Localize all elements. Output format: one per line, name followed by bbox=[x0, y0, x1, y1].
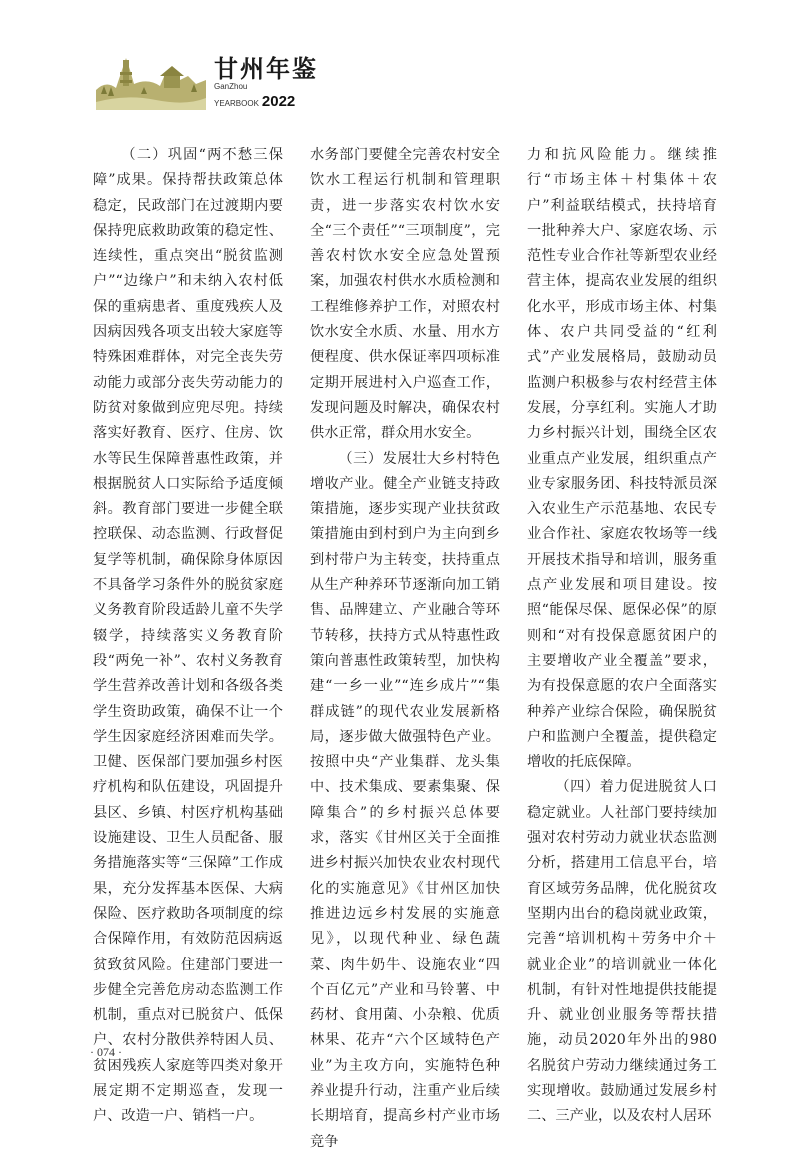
paragraph: （三）发展壮大乡村特色增收产业。健全产业链支持政策措施，逐步实现产业扶贫政策措施由到村到户为主向到乡到村带户为主转变，扶持重点从生产种养环节逐渐向加工销售、品牌建立、产业融合等环节转移，扶持方式从特惠性政策向普惠性政策转型，加快构建“一乡一业”“连乡成片”“集群成链”的现代农业发展新格局，逐步做大做强特色产业。按照中央“产业集群、龙头集中、技术集成、要素集聚、保障集合”的乡村振兴总体要求，落实《甘州区关于全面推进乡村振兴加快农业农村现代化的实施意见》《甘州区加快推进边远乡村发展的实施意见》，以现代种业、绿色蔬菜、肉牛奶牛、设施农业“四个百亿元”产业和马铃薯、中药材、食用菌、小杂粮、优质林果、花卉“六个区域特色产业”为主攻方向，实施特色种养业提升行动，注重产业后续长期培育，提高乡村产业市场竞争 bbox=[310, 450, 500, 1150]
page-number: · 074 · bbox=[90, 1045, 122, 1059]
yearbook-label: YEARBOOK bbox=[214, 99, 259, 108]
yearbook-brand bbox=[214, 56, 318, 110]
page-header bbox=[0, 0, 800, 120]
yearbook-year: 2022 bbox=[261, 93, 296, 110]
yearbook-title-en: GanZhou bbox=[214, 82, 248, 91]
paragraph: （二）巩固“两不愁三保障”成果。保持帮扶政策总体稳定，民政部门在过渡期内要保持兜底救助政策的稳定性、连续性，重点突出“脱贫监测户”“边缘户”和未纳入农村低保的重病患者、重度残疾人及因病因残各项支出较大家庭等特殊困难群体，对完全丧失劳动能力或部分丧失劳动能力的防贫对象做到应兜尽兜。持续落实好教育、医疗、住房、饮水等民生保障普惠性政策，并根据脱贫人口实际给予适度倾斜。教育部门要进一步健全联控联保、动态监测、行政督促复学等机制，确保除身体原因不具备学习条件外的脱贫家庭义务教育阶段适龄儿童不失学辍学，持续落实义务教育阶段“两免一补”、农村义务教育学生营养改善计划和各级各类学生资助政策，确保不让一个学生因家庭经济困难而失学。卫健、医保部门要加强乡村医疗机构和队伍建设，巩固提升县区、乡镇、村医疗机构基础设施建设、卫生人员配备、服务措施落实等“三保障”工作成果，充分发挥基本医保、大病保险、医疗救助各项制度的综合保障作用，有效防范因病返贫致贫风险。住建部门要进一步健全完善危房动态监测工作机制，重点对已脱贫户、低保户、农村分散供养特困人员、贫困残疾人家庭等四类对象开展定期不定期巡查，发现一户、改造一户、销档一户。 bbox=[93, 147, 283, 1125]
paragraph: 力和抗风险能力。继续推行“市场主体＋村集体＋农户”利益联结模式，扶持培育一批种养大户、家庭农场、示范性专业合作社等新型农业经营主体，提高农业发展的组织化水平，形成市场主体、村集体、农户共同受益的“红利式”产业发展格局，鼓励动员监测户积极参与农村经营主体发展，分享红利。实施人才助力乡村振兴计划，围绕全区农业重点产业发展，组织重点产业专家服务团、科技特派员深入农业生产示范基地、农民专业合作社、家庭农牧场等一线开展技术指导和培训，服务重点产业发展和项目建设。按照“能保尽保、愿保必保”的原则和“对有投保意愿贫困户的主要增收产业全覆盖”要求，为有投保意愿的农户全面落实种养产业综合保险，确保脱贫户和监测户全覆盖，提供稳定增收的托底保障。 bbox=[527, 147, 717, 771]
gannan-landscape-logo-icon bbox=[96, 50, 206, 110]
column-2 bbox=[310, 143, 500, 1150]
paragraph: （四）着力促进脱贫人口稳定就业。人社部门要持续加强对农村劳动力就业状态监测分析，搭建用工信息平台，培育区域劳务品牌，优化脱贫攻坚期内出台的稳岗就业政策，完善“培训机构＋劳务中介＋就业企业”的培训就业一体化机制，有针对性地提供技能提升、就业创业服务等帮扶措施，动员2020年外出的980名脱贫户劳动力继续通过务工实现增收。鼓励通过发展乡村二、三产业，以及农村人居环 bbox=[527, 779, 717, 1125]
yearbook-title-cn: 甘州年鉴 bbox=[214, 54, 318, 83]
column-3 bbox=[527, 143, 717, 1125]
paragraph: 水务部门要健全完善农村安全饮水工程运行机制和管理职责，进一步落实农村饮水安全“三个责任”“三项制度”，完善农村饮水安全应急处置预案，加强农村供水水质检测和工程维修养护工作，对照农村饮水安全水质、水量、用水方便程度、供水保证率四项标准定期开展进村入户巡查工作，发现问题及时解决，确保农村供水正常，群众用水安全。 bbox=[310, 147, 500, 442]
